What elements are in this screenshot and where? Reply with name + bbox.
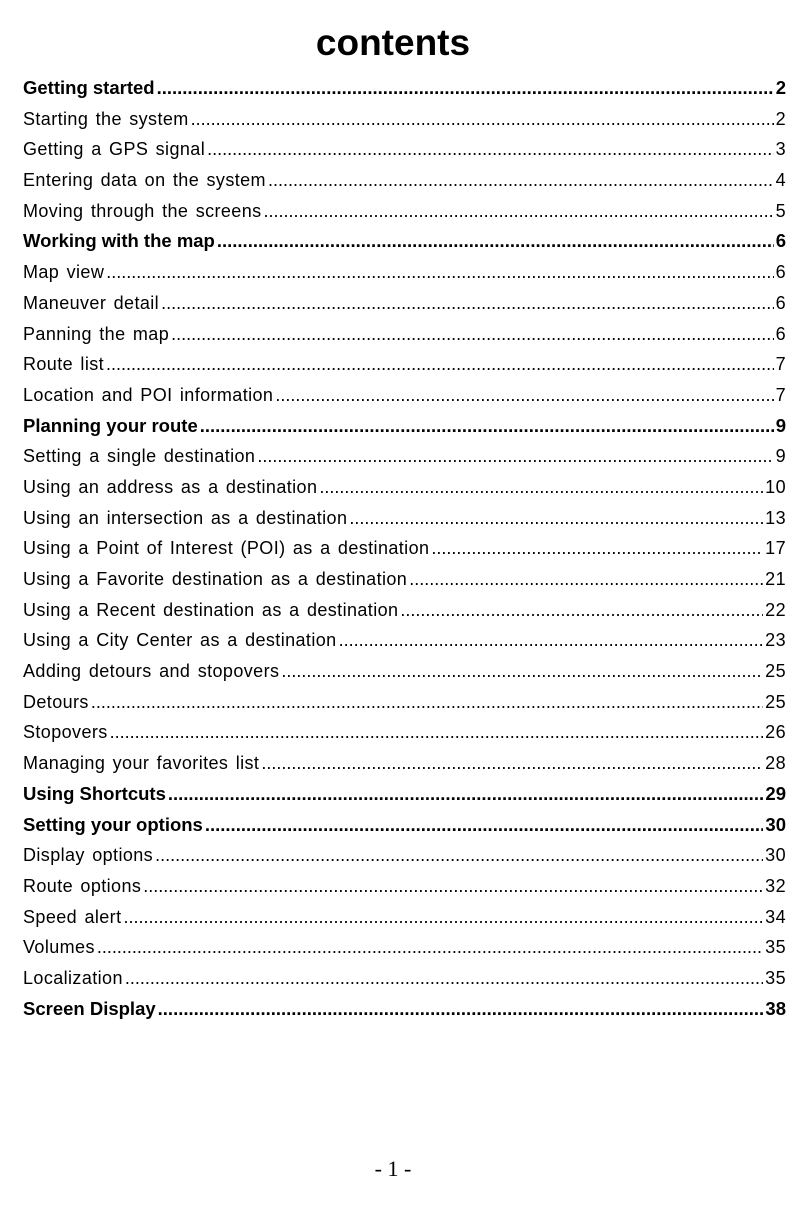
toc-entry[interactable] [23, 625, 786, 656]
toc-label: Detours [23, 691, 89, 712]
toc-dot-leader [205, 810, 764, 841]
toc-dot-leader [400, 595, 763, 626]
toc-dot-leader [275, 380, 773, 411]
toc-page-number: 30 [765, 813, 786, 835]
toc-label: Adding detours and stopovers [23, 661, 280, 682]
toc-page-number: 25 [765, 661, 786, 682]
toc-entry[interactable] [23, 319, 786, 350]
toc-dot-leader [161, 288, 774, 319]
toc-label: Screen Display [23, 997, 156, 1019]
toc-entry[interactable] [23, 441, 786, 472]
toc-page-number: 7 [775, 384, 786, 405]
toc-page-number: 23 [765, 630, 786, 651]
toc-label: Planning your route [23, 414, 198, 436]
toc-entry[interactable] [23, 748, 786, 779]
toc-dot-leader [200, 411, 774, 442]
toc-dot-leader [143, 871, 763, 902]
toc-label: Location and POI information [23, 384, 274, 405]
toc-section[interactable] [23, 779, 786, 810]
toc-entry[interactable] [23, 564, 786, 595]
toc-label: Route list [23, 354, 105, 375]
toc-page-number: 22 [765, 599, 786, 620]
toc-page-number: 4 [775, 170, 786, 191]
toc-page-number: 6 [775, 292, 786, 313]
toc-label: Using an intersection as a destination [23, 507, 348, 528]
toc-page-number: 6 [775, 323, 786, 344]
toc-label: Managing your favorites list [23, 753, 260, 774]
toc-page-number: 17 [765, 538, 786, 559]
toc-label: Map view [23, 262, 105, 283]
toc-entry[interactable] [23, 656, 786, 687]
toc-page-number: 6 [775, 262, 786, 283]
toc-dot-leader [97, 932, 763, 963]
toc-dot-leader [168, 779, 764, 810]
toc-dot-leader [191, 104, 774, 135]
toc-label: Getting started [23, 77, 155, 98]
toc-entry[interactable] [23, 717, 786, 748]
toc-page-number: 9 [775, 446, 786, 467]
toc-section[interactable] [23, 411, 786, 442]
toc-label: Entering data on the system [23, 170, 266, 191]
toc-dot-leader [91, 687, 763, 718]
toc-page-number: 32 [765, 875, 786, 896]
toc-entry[interactable] [23, 932, 786, 963]
page-title: contents [315, 22, 471, 63]
toc-dot-leader [339, 625, 764, 656]
page-number: - 1 - [374, 1156, 412, 1181]
toc-page-number: 13 [765, 507, 786, 528]
toc-entry[interactable] [23, 288, 786, 319]
toc-dot-leader [123, 902, 763, 933]
toc-label: Speed alert [23, 906, 122, 927]
toc-page-number: 3 [775, 139, 786, 160]
toc-section[interactable] [23, 994, 786, 1025]
toc-label: Route options [23, 875, 142, 896]
toc-page-number: 29 [765, 782, 786, 804]
toc-page-number: 34 [765, 906, 786, 927]
toc-label: Working with the map [23, 230, 215, 252]
toc-page-number: 28 [765, 753, 786, 774]
toc-label: Display options [23, 845, 154, 866]
toc-dot-leader [155, 840, 763, 871]
toc-entry[interactable] [23, 687, 786, 718]
toc-dot-leader [125, 963, 763, 994]
toc-label: Maneuver detail [23, 292, 160, 313]
toc-page-number: 35 [765, 967, 786, 988]
toc-dot-leader [349, 503, 763, 534]
toc-page-number: 6 [775, 230, 786, 252]
toc-page-number: 2 [775, 77, 786, 98]
toc-dot-leader [106, 349, 774, 380]
toc-label: Using Shortcuts [23, 782, 166, 804]
toc-dot-leader [217, 226, 774, 257]
toc-dot-leader [268, 165, 774, 196]
toc-label: Volumes [23, 937, 95, 958]
toc-dot-leader [106, 257, 773, 288]
toc-entry[interactable] [23, 902, 786, 933]
toc-entry[interactable] [23, 104, 786, 135]
toc-dot-leader [431, 533, 763, 564]
toc-dot-leader [110, 717, 764, 748]
toc-dot-leader [157, 73, 774, 104]
toc-dot-leader [409, 564, 763, 595]
toc-entry[interactable] [23, 472, 786, 503]
toc-entry[interactable] [23, 595, 786, 626]
toc-page-number: 30 [765, 845, 786, 866]
toc-dot-leader [207, 134, 773, 165]
toc-label: Getting a GPS signal [23, 139, 206, 160]
toc-label: Using a City Center as a destination [23, 630, 337, 651]
toc-entry[interactable] [23, 533, 786, 564]
toc-section[interactable] [23, 810, 786, 841]
toc-entry[interactable] [23, 165, 786, 196]
toc-label: Using an address as a destination [23, 476, 318, 497]
toc-label: Using a Favorite destination as a destination [23, 569, 408, 589]
toc-page-number: 25 [765, 691, 786, 712]
toc-label: Setting your options [23, 813, 203, 835]
toc-entry[interactable] [23, 349, 786, 380]
toc-dot-leader [171, 319, 773, 350]
toc-label: Using a Recent destination as a destination [23, 599, 399, 620]
toc-label: Moving through the screens [23, 200, 262, 221]
toc-entry[interactable] [23, 871, 786, 902]
toc-entry[interactable] [23, 840, 786, 871]
toc-label: Panning the map [23, 323, 170, 344]
toc-entry[interactable] [23, 134, 786, 165]
toc-dot-leader [257, 441, 773, 472]
toc-page-number: 2 [775, 108, 786, 129]
toc-entry[interactable] [23, 380, 786, 411]
toc-section[interactable] [23, 226, 786, 257]
toc-section[interactable] [23, 73, 786, 104]
toc-page-number: 10 [765, 476, 786, 497]
toc-page-number: 9 [775, 414, 786, 436]
toc-page-number: 38 [765, 997, 786, 1019]
toc-entry[interactable] [23, 503, 786, 534]
toc-page-number: 21 [765, 569, 786, 589]
toc-dot-leader [281, 656, 763, 687]
toc-dot-leader [158, 994, 764, 1025]
toc-dot-leader [319, 472, 763, 503]
toc-entry[interactable] [23, 257, 786, 288]
toc-label: Setting a single destination [23, 446, 256, 467]
toc-page-number: 35 [765, 937, 786, 958]
toc-entry[interactable] [23, 196, 786, 227]
toc-page-number: 5 [775, 200, 786, 221]
table-of-contents [23, 73, 786, 1024]
toc-entry[interactable] [23, 963, 786, 994]
toc-label: Stopovers [23, 722, 108, 743]
toc-label: Localization [23, 967, 123, 988]
toc-page-number: 26 [765, 722, 786, 743]
toc-label: Starting the system [23, 108, 189, 129]
toc-dot-leader [261, 748, 763, 779]
toc-label: Using a Point of Interest (POI) as a destination [23, 538, 430, 559]
toc-dot-leader [264, 196, 774, 227]
toc-page-number: 7 [775, 354, 786, 375]
